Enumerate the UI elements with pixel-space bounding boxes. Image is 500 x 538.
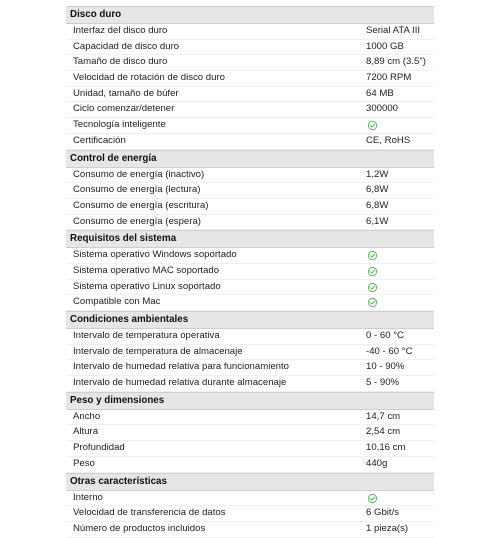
spec-value: 7200 RPM: [366, 72, 412, 84]
section-header: Control de energía: [66, 150, 434, 168]
spec-value: 6,1W: [366, 215, 389, 227]
spec-label: Consumo de energía (inactivo): [73, 168, 205, 180]
spec-value: 14,7 cm: [366, 410, 401, 422]
section-header: Condiciones ambientales: [66, 311, 434, 329]
spec-label: Compatible con Mac: [73, 296, 161, 308]
spec-label: Número de productos incluidos: [73, 522, 206, 534]
section-header: Otras características: [66, 473, 434, 491]
spec-value: 6,8W: [366, 184, 389, 196]
spec-row: [66, 425, 434, 441]
spec-label: Velocidad de transferencia de datos: [73, 507, 226, 519]
check-circle-icon: [368, 121, 377, 130]
spec-label: Altura: [73, 426, 99, 438]
spec-label: Consumo de energía (escritura): [73, 199, 209, 211]
spec-row: [66, 345, 434, 361]
spec-row: [66, 522, 434, 538]
section-header: Disco duro: [66, 6, 434, 24]
spec-value: 2,54 cm: [366, 426, 401, 438]
spec-label: Sistema operativo Windows soportado: [73, 249, 237, 261]
spec-row: [66, 264, 434, 280]
spec-label: Intervalo de temperatura operativa: [73, 330, 220, 341]
section-requisitos-del-sistema: [66, 230, 434, 311]
spec-value: 6 Gbit/s: [366, 507, 400, 519]
spec-label: Peso: [73, 457, 95, 469]
check-circle-icon: [368, 494, 377, 503]
spec-label: Certificación: [73, 134, 126, 146]
spec-label: Ciclo comenzar/detener: [73, 103, 175, 115]
spec-row: [66, 71, 434, 87]
spec-label: Interno: [73, 491, 103, 503]
spec-value: 10,16 cm: [366, 442, 406, 454]
spec-value: 1 pieza(s): [366, 522, 409, 534]
spec-value: 0 - 60 °C: [366, 330, 404, 341]
spec-label: Consumo de energía (espera): [73, 215, 201, 227]
section-otras-caracteristicas: [66, 473, 434, 538]
spec-row: [66, 24, 434, 40]
spec-label: Tecnología inteligente: [73, 119, 166, 131]
section-peso-y-dimensiones: [66, 392, 434, 473]
spec-row: [66, 55, 434, 71]
spec-label: Ancho: [73, 410, 101, 422]
spec-row: [66, 199, 434, 215]
spec-label: Intervalo de humedad relativa durante almacenaje: [73, 377, 287, 389]
spec-label: Interfaz del disco duro: [73, 25, 168, 36]
spec-label: Intervalo de temperatura de almacenaje: [73, 345, 243, 357]
spec-value: 10 - 90%: [366, 361, 405, 373]
spec-value: 440g: [366, 457, 388, 469]
spec-label: Consumo de energía (lectura): [73, 184, 201, 196]
spec-value: -40 - 60 °C: [366, 345, 413, 357]
spec-value: 5 - 90%: [366, 377, 400, 389]
spec-row: [66, 376, 434, 392]
spec-label: Intervalo de humedad relativa para funcionamiento: [73, 361, 289, 373]
spec-row: [66, 118, 434, 134]
spec-row: [66, 102, 434, 118]
spec-sheet: [66, 6, 434, 538]
spec-label: Sistema operativo Linux soportado: [73, 280, 221, 292]
spec-row: [66, 295, 434, 311]
spec-value: 6,8W: [366, 199, 389, 211]
check-circle-icon: [368, 267, 377, 276]
spec-row: [66, 87, 434, 103]
spec-label: Sistema operativo MAC soportado: [73, 264, 220, 276]
spec-row: [66, 506, 434, 522]
check-circle-icon: [368, 298, 377, 307]
spec-row: [66, 248, 434, 264]
spec-row: [66, 410, 434, 426]
spec-row: [66, 329, 434, 345]
spec-label: Tamaño de disco duro: [73, 56, 168, 68]
section-header: Peso y dimensiones: [66, 392, 434, 410]
spec-value: 1000 GB: [366, 40, 404, 52]
spec-label: Unidad, tamaño de búfer: [73, 87, 179, 99]
spec-label: Capacidad de disco duro: [73, 40, 180, 52]
spec-row: [66, 280, 434, 296]
spec-value: 300000: [366, 103, 399, 115]
spec-row: [66, 360, 434, 376]
section-header: Requisitos del sistema: [66, 230, 434, 248]
spec-row: [66, 457, 434, 473]
spec-row: [66, 40, 434, 56]
spec-row: [66, 134, 434, 150]
check-circle-icon: [368, 283, 377, 292]
section-control-de-energia: [66, 150, 434, 231]
section-disco-duro: [66, 6, 434, 150]
spec-row: [66, 491, 434, 507]
section-condiciones-ambientales: [66, 311, 434, 392]
spec-value: Serial ATA III: [366, 25, 421, 36]
spec-label: Profundidad: [73, 442, 125, 454]
spec-label: Velocidad de rotación de disco duro: [73, 72, 226, 84]
spec-value: 1,2W: [366, 168, 389, 180]
spec-row: [66, 183, 434, 199]
spec-value: 64 MB: [366, 87, 394, 99]
spec-row: [66, 441, 434, 457]
check-circle-icon: [368, 251, 377, 260]
spec-row: [66, 215, 434, 231]
spec-row: [66, 168, 434, 184]
spec-value: CE, RoHS: [366, 134, 411, 146]
spec-value: 8,89 cm (3.5"): [366, 56, 426, 68]
